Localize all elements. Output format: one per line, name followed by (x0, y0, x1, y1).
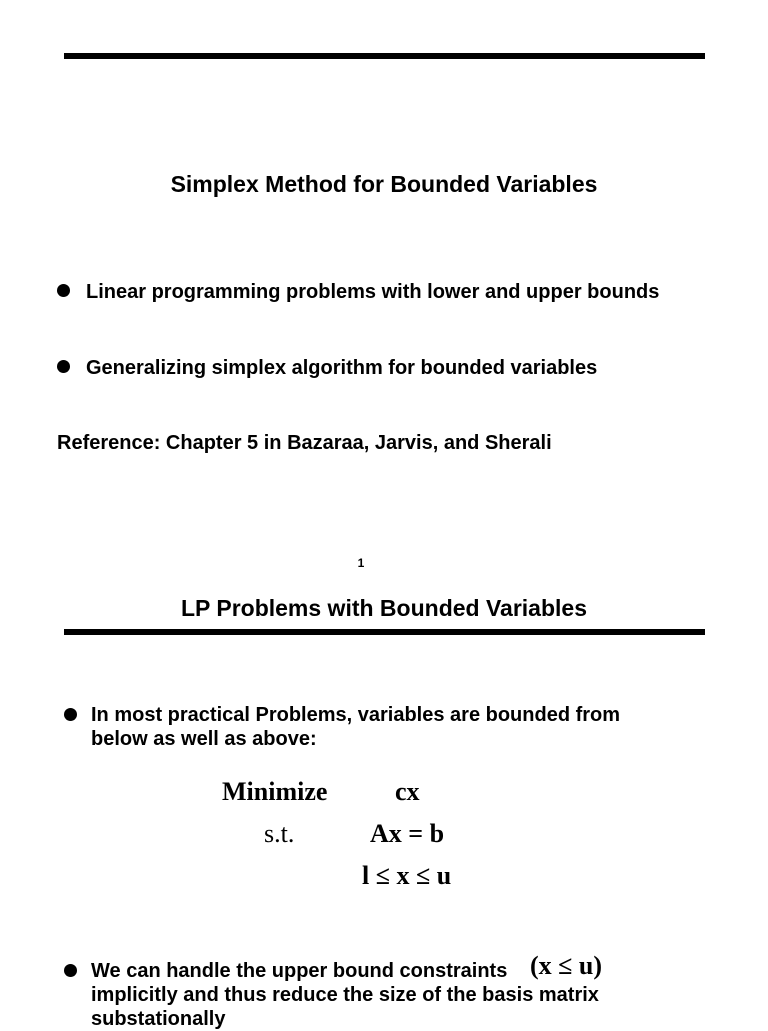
math-inline-bound: (x ≤ u) (530, 951, 603, 980)
bullet-text-block (91, 959, 599, 1031)
slide-2-bullet-2 (64, 959, 599, 1031)
math-subject-to: s.t. (264, 819, 295, 848)
bullet-text: Linear programming problems with lower and upper bounds (86, 281, 660, 303)
bullet-icon (57, 284, 70, 297)
slide-2-title: LP Problems with Bounded Variables (180, 595, 587, 621)
bullet-icon (64, 964, 77, 977)
bullet-text-line: We can handle the upper bound constraints (91, 960, 508, 982)
reference-text: Reference: Chapter 5 in Bazaraa, Jarvis, and Sherali (57, 432, 552, 454)
slide-2-bullet-1 (64, 703, 620, 751)
bullet-icon (57, 360, 70, 373)
bullet-text-line: substationally (91, 1008, 226, 1030)
bullet-text-block (91, 703, 620, 751)
bullet-text-line: In most practical Problems, variables are bounded from (91, 704, 621, 726)
math-constraint: Ax = b (370, 819, 445, 848)
page-number: 1 (357, 556, 365, 570)
top-rule (64, 53, 705, 59)
slide-1-title: Simplex Method for Bounded Variables (170, 171, 598, 197)
math-objective: cx (395, 777, 420, 806)
bullet-icon (64, 708, 77, 721)
bullet-text: Generalizing simplex algorithm for bounded variables (86, 357, 598, 379)
bullet-text-line: below as well as above: (91, 728, 317, 750)
slide-1-bullet-1 (57, 280, 659, 304)
bullet-text-line: implicitly and thus reduce the size of the basis matrix (91, 984, 599, 1006)
slide-1-bullet-2 (57, 356, 597, 380)
math-bounds: l ≤ x ≤ u (362, 861, 452, 890)
math-minimize: Minimize (222, 777, 328, 806)
slide-2-rule (64, 629, 705, 635)
